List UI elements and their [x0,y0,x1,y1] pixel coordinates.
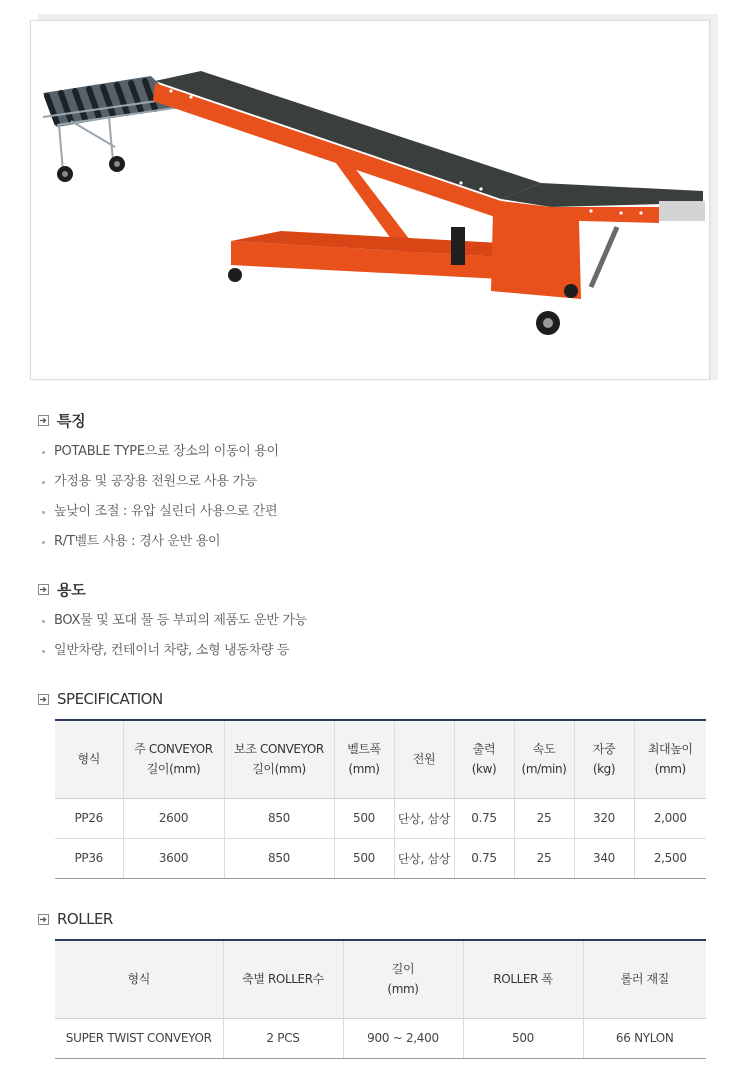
table-header-row [55,720,706,798]
roller-header [38,908,113,930]
header-aux-length: 보조 CONVEYOR 길이(mm) [224,720,334,798]
list-item: POTABLE TYPE으로 장소의 이동이 용이 [38,437,279,467]
header-roller-count: 축별 ROLLER수 [223,940,343,1018]
table-cell: 3600 [123,838,224,878]
specification-header [38,688,163,710]
table-cell: 500 [334,838,394,878]
header-max-height: 최대높이 (mm) [634,720,706,798]
header-roller-material: 롤러 재질 [583,940,706,1018]
table-cell: SUPER TWIST CONVEYOR [55,1018,223,1058]
usage-title: 용도 [57,580,86,599]
table-row [55,1018,706,1058]
table-cell: PP26 [55,798,123,838]
table-cell: 900 ~ 2,400 [343,1018,463,1058]
arrow-right-icon [38,914,49,925]
arrow-right-icon [38,584,49,595]
table-cell: 단상, 삼상 [394,838,454,878]
arrow-right-icon [38,415,49,426]
header-main-length: 주 CONVEYOR 길이(mm) [123,720,224,798]
list-item: BOX물 및 포대 물 등 부피의 제품도 운반 가능 [38,606,307,636]
header-speed: 속도 (m/min) [514,720,574,798]
specification-section [38,688,163,710]
table-row [55,798,706,838]
usage-header [38,578,307,600]
table-cell: 25 [514,798,574,838]
usage-list [38,606,307,666]
table-cell: 2,000 [634,798,706,838]
table-cell: 25 [514,838,574,878]
header-model: 형식 [55,940,223,1018]
header-model: 형식 [55,720,123,798]
table-row [55,838,706,878]
features-header [38,409,279,431]
table-cell: 2,500 [634,838,706,878]
arrow-right-icon [38,694,49,705]
table-cell: 2 PCS [223,1018,343,1058]
product-photo [30,20,710,380]
main-belt-frame [153,71,705,223]
roller-section-title [38,908,113,930]
features-title: 특징 [57,411,86,430]
header-power: 전원 [394,720,454,798]
table-cell: 0.75 [454,838,514,878]
list-item: 높낮이 조절 : 유압 실린더 사용으로 간편 [38,497,279,527]
header-roller-width: ROLLER 폭 [463,940,583,1018]
features-section [38,409,279,557]
table-cell: 320 [574,798,634,838]
table-cell: 500 [463,1018,583,1058]
table-cell: PP36 [55,838,123,878]
table-cell: 2600 [123,798,224,838]
table-cell: 340 [574,838,634,878]
table-header-row [55,940,706,1018]
table-cell: 850 [224,838,334,878]
list-item: 일반차량, 컨테이너 차량, 소형 냉동차량 등 [38,636,307,666]
table-cell: 500 [334,798,394,838]
table-cell: 850 [224,798,334,838]
table-cell: 66 NYLON [583,1018,706,1058]
list-item: 가정용 및 공장용 전원으로 사용 가능 [38,467,279,497]
roller-table [55,939,706,1059]
table-cell: 0.75 [454,798,514,838]
roller-title: ROLLER [57,910,113,928]
specification-table [55,719,706,879]
header-weight: 자중 (kg) [574,720,634,798]
features-list [38,437,279,557]
header-belt-width: 벨트폭 (mm) [334,720,394,798]
table-cell: 단상, 삼상 [394,798,454,838]
header-length: 길이 (mm) [343,940,463,1018]
usage-section [38,578,307,666]
list-item: R/T벨트 사용 : 경사 운반 용이 [38,527,279,557]
specification-title: SPECIFICATION [57,690,163,708]
belt-conveyor-illustration [31,21,709,379]
header-output: 출력 (kw) [454,720,514,798]
